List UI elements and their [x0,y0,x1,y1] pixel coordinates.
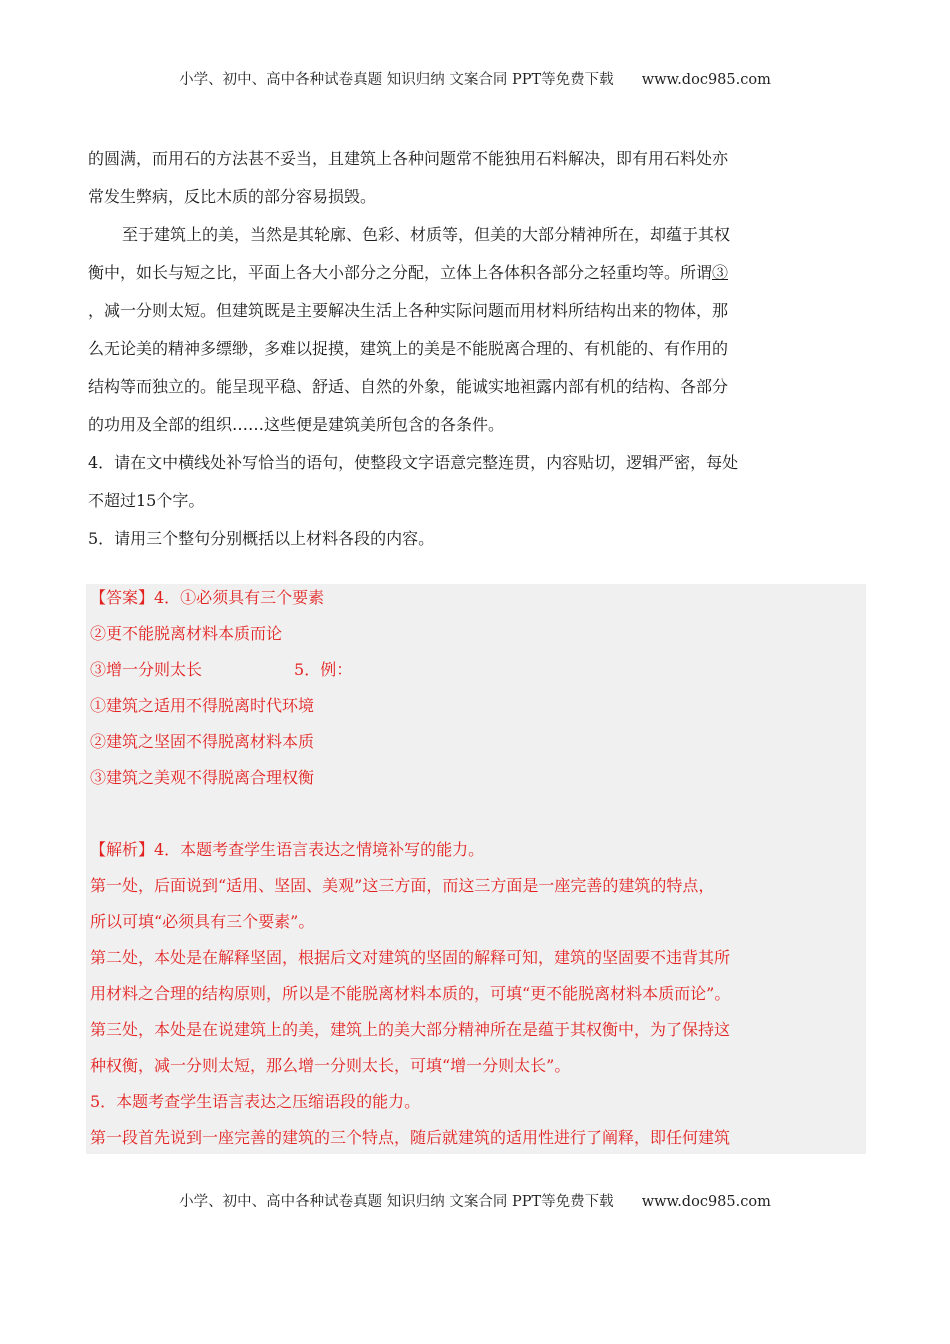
passage-line: 至于建筑上的美，当然是其轮廓、色彩、材质等，但美的大部分精神所在，却蕴于其权 [122,225,731,244]
answer-line: ①建筑之适用不得脱离时代环境 [90,696,315,715]
passage-line: 的圆满，而用石的方法甚不妥当，且建筑上各种问题常不能独用石料解决，即有用石料处亦 [88,149,729,168]
answer-line: ②建筑之坚固不得脱离材料本质 [90,732,315,751]
passage-line: 结构等而独立的。能呈现平稳、舒适、自然的外象，能诚实地袒露内部有机的结构、各部分 [88,377,729,396]
question-4-cont: 不超过15个字。 [88,491,205,510]
answer-line: ③建筑之美观不得脱离合理权衡 [90,768,315,787]
passage-line [88,254,864,292]
answer-line: 【答案】4．①必须具有三个要素 [90,588,325,607]
analysis-line: 种权衡，减一分则太短，那么增一分则太长，可填“增一分则太长”。 [90,1056,571,1075]
footer-url: www.doc985.com [641,1194,771,1210]
passage-line: 么无论美的精神多缥缈，多难以捉摸，建筑上的美是不能脱离合理的、有机能的、有作用的 [88,339,729,358]
answer-text: 5．例： [294,660,353,679]
answer-line: ②更不能脱离材料本质而论 [90,624,283,643]
question-5: 5．请用三个整句分别概括以上材料各段的内容。 [88,529,435,548]
analysis-line: 5．本题考查学生语言表达之压缩语段的能力。 [90,1092,421,1111]
passage [88,140,864,558]
answer-line [90,652,866,688]
header-url: www.doc985.com [641,72,771,88]
passage-line: 的功用及全部的组织……这些便是建筑美所包含的各条件。 [88,415,505,434]
analysis-line: 第三处，本处是在说建筑上的美，建筑上的美大部分精神所在是蕴于其权衡中，为了保持这 [90,1020,731,1039]
page-footer [0,1190,950,1211]
analysis-line: 【解析】4．本题考查学生语言表达之情境补写的能力。 [90,840,485,859]
analysis-line: 第一处，后面说到“适用、坚固、美观”这三方面，而这三方面是一座完善的建筑的特点， [90,876,715,895]
analysis-line: 第一段首先说到一座完善的建筑的三个特点，随后就建筑的适用性进行了阐释，即任何建筑 [90,1128,731,1147]
analysis-line: 所以可填“必须具有三个要素”。 [90,912,315,931]
analysis-line: 第二处，本处是在解释坚固，根据后文对建筑的坚固的解释可知，建筑的坚固要不违背其所 [90,948,731,967]
answer-text: ③增一分则太长 [90,660,203,679]
answer-section [90,580,866,796]
passage-text: 衡中，如长与短之比，平面上各大小部分之分配，立体上各体积各部分之轻重均等。所谓 [88,263,713,282]
analysis-line: 用材料之合理的结构原则，所以是不能脱离材料本质的，可填“更不能脱离材料本质而论”。 [90,984,731,1003]
question-4: 4．请在文中横线处补写恰当的语句，使整段文字语意完整连贯，内容贴切，逻辑严密，每处 [88,453,739,472]
fill-blank-3: ③ [712,263,729,282]
header-text: 小学、初中、高中各种试卷真题 知识归纳 文案合同 PPT等免费下载 [179,72,614,88]
passage-line: ，减一分则太短。但建筑既是主要解决生活上各种实际问题而用材料所结构出来的物体，那 [88,301,729,320]
analysis-section [90,832,866,1156]
page-header [0,68,950,89]
footer-text: 小学、初中、高中各种试卷真题 知识归纳 文案合同 PPT等免费下载 [179,1194,614,1210]
passage-line: 常发生弊病，反比木质的部分容易损毁。 [88,187,377,206]
